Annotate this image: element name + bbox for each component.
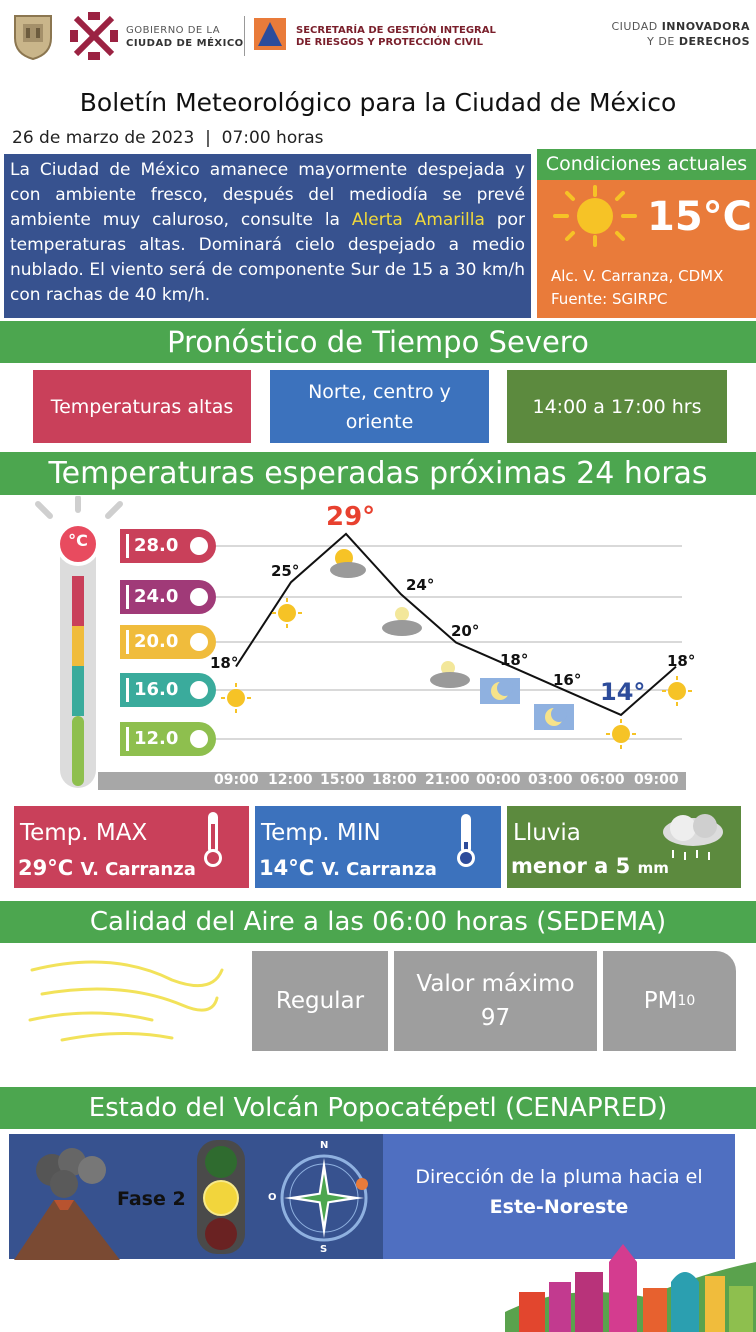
alert-link[interactable]: Alerta Amarilla	[351, 210, 485, 230]
gov-line-1: GOBIERNO DE LA	[126, 25, 221, 36]
min-temp-title: Temp. MIN	[261, 820, 381, 846]
time-label-3: 18:00	[372, 772, 417, 788]
rain-title: Lluvia	[513, 820, 581, 846]
severe-box-zone: Norte, centro y oriente	[270, 370, 489, 443]
cdmx-shield-logo	[12, 12, 54, 60]
scale-label-28: 28.0	[134, 535, 179, 556]
time-label-2: 15:00	[320, 772, 365, 788]
rain-value: menor a 5	[511, 854, 631, 878]
air-max-box	[394, 951, 597, 1051]
air-pollutant-box	[603, 951, 736, 1051]
severe-box-hours: 14:00 a 17:00 hrs	[507, 370, 727, 443]
cloudy-night-icon	[430, 661, 470, 688]
max-temp-value-row	[18, 856, 196, 880]
max-temp-card	[14, 806, 249, 888]
temp-label-8: 18°	[667, 652, 696, 670]
thermometer-cold-icon	[451, 812, 481, 870]
secretariat-name	[296, 25, 496, 49]
unit-label: °C	[68, 531, 88, 550]
min-temp-card	[255, 806, 501, 888]
scale-label-24: 24.0	[134, 586, 179, 607]
min-temp-place: V. Carranza	[321, 859, 437, 880]
scale-label-20: 20.0	[134, 631, 179, 652]
time-label-0: 09:00	[214, 772, 259, 788]
slogan-b2: DERECHOS	[678, 35, 750, 48]
plume-direction: Este-Noreste	[489, 1196, 629, 1218]
temp-label-4: 20°	[451, 622, 480, 640]
min-temp-value-row	[259, 856, 437, 880]
thermometer-hot-icon	[198, 810, 228, 870]
air-max-label: Valor máximo	[416, 971, 575, 997]
severe-heading: Pronóstico de Tiempo Severo	[0, 321, 756, 363]
plume-label: Dirección de la pluma hacia el	[415, 1166, 703, 1188]
sgirpc-triangle-icon	[254, 18, 286, 50]
slogan-a2: Y DE	[647, 35, 679, 48]
rain-value-row	[511, 854, 669, 878]
wind-icon	[22, 950, 232, 1050]
min-temp-value: 14°C	[259, 856, 315, 880]
slogan	[560, 19, 750, 49]
bulletin-date: 26 de marzo de 2023 | 07:00 horas	[12, 128, 324, 148]
compass-icon	[270, 1140, 380, 1256]
air-pollutant: PM	[643, 988, 678, 1014]
air-max-value: 97	[480, 1005, 511, 1031]
volcano-heading: Estado del Volcán Popocatépetl (CENAPRED)	[0, 1087, 756, 1129]
summary-text-after: por temperaturas altas. Dominará cielo despejado a medio nublado. El viento será de componente Sur de 15 a 30 km/h con rachas de 40 km/h.	[10, 210, 525, 305]
moon-icon	[534, 704, 574, 730]
volcano-icon	[14, 1136, 124, 1260]
sun-icon	[272, 598, 302, 628]
temp-label-3: 24°	[406, 576, 435, 594]
slogan-a1: CIUDAD	[611, 20, 662, 33]
header-divider	[244, 16, 245, 56]
sec-line-1: SECRETARÍA DE GESTIÓN INTEGRAL	[296, 25, 496, 36]
time-label-5: 00:00	[476, 772, 521, 788]
sec-line-2: DE RIESGOS Y PROTECCIÓN CIVIL	[296, 37, 484, 48]
compass-n: N	[320, 1140, 329, 1151]
bulletin-title: Boletín Meteorológico para la Ciudad de México	[79, 88, 677, 117]
temp-label-max: 29°	[326, 502, 376, 532]
city-skyline-illustration	[505, 1242, 756, 1332]
compass-o: O	[268, 1192, 277, 1203]
current-conditions	[537, 149, 756, 318]
cdmx-logo-mark	[68, 10, 120, 62]
air-quality-box: Regular	[252, 951, 388, 1051]
temp-label-0: 18°	[210, 654, 239, 672]
time-label-1: 12:00	[268, 772, 313, 788]
temperature-chart	[0, 496, 756, 796]
gov-line-2: CIUDAD DE MÉXICO	[126, 38, 244, 49]
temp-label-6: 16°	[553, 671, 582, 689]
time-label-4: 21:00	[425, 772, 470, 788]
time-label-7: 06:00	[580, 772, 625, 788]
temp-label-1: 25°	[271, 562, 300, 580]
government-name	[126, 24, 244, 50]
current-conditions-heading: Condiciones actuales	[537, 149, 756, 180]
rain-unit: mm	[637, 859, 669, 877]
max-temp-title: Temp. MAX	[20, 820, 148, 846]
rain-cloud-icon	[653, 810, 733, 866]
traffic-light-icon	[195, 1138, 247, 1256]
temp-label-min: 14°	[600, 678, 646, 706]
scale-label-16: 16.0	[134, 679, 179, 700]
max-temp-value: 29°C	[18, 856, 74, 880]
cloudy-icon	[382, 607, 422, 636]
forecast-summary	[4, 154, 531, 318]
current-temperature: 15°C	[647, 194, 753, 240]
volcano-phase: Fase 2	[117, 1188, 186, 1210]
scale-label-12: 12.0	[134, 728, 179, 749]
severe-box-hazard: Temperaturas altas	[33, 370, 251, 443]
air-heading: Calidad del Aire a las 06:00 horas (SEDEMA)	[0, 901, 756, 943]
current-location-block	[551, 265, 723, 311]
time-label-8: 09:00	[634, 772, 679, 788]
current-location: Alc. V. Carranza, CDMX	[551, 267, 724, 285]
air-pollutant-sub: 10	[677, 993, 696, 1009]
slogan-b1: INNOVADORA	[661, 20, 750, 33]
rain-card	[507, 806, 741, 888]
temps-heading: Temperaturas esperadas próximas 24 horas	[0, 452, 756, 495]
current-source: Fuente: SGIRPC	[551, 290, 668, 308]
summary-text-before: La Ciudad de México amanece mayormente despejada y con ambiente fresco, después del mediodía se prevé ambiente muy caluroso, consulte la	[10, 160, 525, 230]
temp-label-5: 18°	[500, 651, 529, 669]
compass-s: S	[320, 1244, 328, 1255]
max-temp-place: V. Carranza	[80, 859, 196, 880]
partly-cloudy-icon	[330, 549, 366, 578]
time-label-6: 03:00	[528, 772, 573, 788]
plume-panel	[383, 1134, 735, 1259]
sun-icon	[551, 185, 639, 247]
moon-icon	[480, 678, 520, 704]
sun-icon	[221, 683, 251, 713]
sun-icon	[606, 719, 636, 749]
